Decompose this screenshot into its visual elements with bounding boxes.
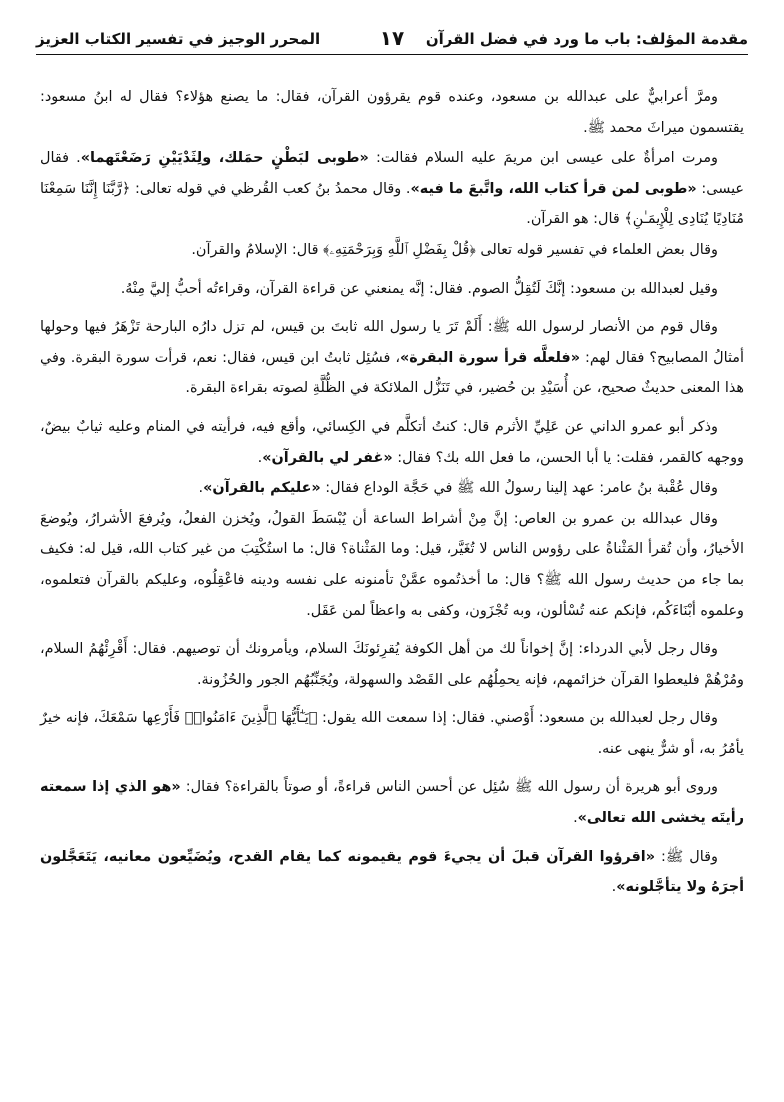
body-text <box>40 82 744 903</box>
paragraph <box>40 412 744 473</box>
paragraph <box>40 473 744 504</box>
text-run: وروى أبو هريرة أن رسول الله ﷺ سُئِل عن أحسن الناس قراءةً، أو صوتاً بالقراءة؟ فقال: <box>180 779 718 796</box>
paragraph <box>40 842 744 903</box>
paragraph <box>40 703 744 764</box>
chapter-title: مقدمة المؤلف: باب ما ورد في فضل القرآن <box>425 30 748 48</box>
text-run: . فقال عيسى: <box>40 150 744 197</box>
paragraph <box>40 312 744 404</box>
text-run: ومرَّ أعرابيٌّ على عبدالله بن مسعود، وعنده قوم يقرؤون القرآن، فقال: ما يصنع هؤلاء؟ فقال له ابنُ مسعود: يقتسمون ميراثَ محمد ﷺ. <box>40 89 744 136</box>
text-run: وقال قوم من الأنصار لرسول الله ﷺ: أَلَمْ تَرَ يا رسول الله ثابتَ بن قيس، لم تزل دارُه البارحة تَزْهَرُ فيها وحولها أمثالُ المصابيح؟ فقال لهم: <box>40 319 744 366</box>
text-run: . وقال محمدُ بنُ كعب القُرظي في قوله تعالى: ﴿رَّبَّنَا إِنَّنَا سَمِعْنَا مُنَادِيًا يُنَادِى لِلْإِيمَـٰنِ﴾ قال: هو القرآن. <box>40 180 744 228</box>
text-run: وذكر أبو عمرو الداني عن عَلِيِّ الأثرم قال: كنتُ أتكلَّم في الكِسائي، وأقع فيه، فرأيته في المنام وعليه ثيابٌ بيضٌ، ووجهه كالقمر، فقلت: يا أبا الحسن، ما فعل الله بك؟ فقال: <box>40 418 744 466</box>
paragraph <box>40 82 744 143</box>
text-run: ، فسُئِل ثابتُ ابن قيس، فقال: نعم، قرأت سورة البقرة. وفي هذا المعنى حديثٌ صحيح، عن أُسَيْدِ بن حُضير، في تَنَزُّل الملائكة في الظُّلَّةِ لصوته بقراءة البقرة. <box>40 349 744 397</box>
text-run: . <box>573 810 578 827</box>
text-run: . <box>257 449 263 466</box>
text-run: . <box>611 879 617 896</box>
bold-quote: «عليكم بالقرآن» <box>203 480 321 497</box>
paragraph <box>40 143 744 235</box>
text-run: وقال عبدالله بن عمرو بن العاص: إنَّ مِنْ أشراط الساعة أن يُبْسَطَ القولُ، ويُخزن الفعلُ، ويُرفعَ الأشرارُ، ويُوضعَ الأخيارُ، وأن تُقرأ المَثْناةُ على رؤوس الناس لا تُغَيَّر، قيل: وما المَثْناة؟ قال: ما استُكْتِبَ من غير كتاب الله، قيل له: فكيف بما جاء من حديث رسول الله ﷺ؟ قال: ما أخذتُموه عمَّنْ تأمنونه على نفسه ودينه فاعْقِلُوه، وعليكم بالقرآن فتعلموه، وعلموه أبْنَاءَكُم، فإنكم عنه تُسْألون، وبه تُجْزَون، وكفى به واعظاً لمن عَقَل. <box>40 510 744 619</box>
text-run: . <box>198 480 204 497</box>
text-run: وقال رجل لأبي الدرداء: إنَّ إخواناً لك من أهل الكوفة يُقرِئونَكَ السلام، ويأمرونك أن توصيهم. فقال: أَقْرِئْهُمُ السلام، ومُرْهُمْ فليعطوا القرآن خزائمهم، فإنه يحمِلُهُم على القَصْد والسهولة، ويُجَنِّبُهُم الجور والحُزُونة. <box>40 641 744 688</box>
text-run: وقال عُقْبة بنُ عامر: عهد إلينا رسولُ الله ﷺ في حَجَّة الوداع فقال: <box>320 480 718 497</box>
text-run: وقال ﷺ: <box>655 848 718 865</box>
bold-quote: «طوبى لبَطْنٍ حمَلك، ولِثَدْيَيْنِ رَضَعْتَهما» <box>80 150 369 167</box>
running-header <box>36 22 748 55</box>
bold-quote: «طوبى لمن قرأ كتاب الله، واتَّبعَ ما فيه» <box>410 180 697 197</box>
paragraph <box>40 772 744 833</box>
paragraph <box>40 274 744 305</box>
paragraph <box>40 504 744 626</box>
book-title: المحرر الوجيز في تفسير الكتاب العزيز <box>36 30 321 48</box>
bold-quote: «فلعلَّه قرأ سورة البقرة» <box>400 349 581 366</box>
text-run: وقال رجل لعبدالله بن مسعود: أَوْصني. فقال: إذا سمعت الله يقول: ﴿يَـٰٓأَيُّهَا ٱلَّذِينَ ءَامَنُوا۟﴾ فَأَرْعِها سَمْعَكَ، فإنه خيرٌ يأمُرُ به، أو شرٌّ ينهى عنه. <box>40 710 744 757</box>
bold-quote: «غفر لي بالقرآن» <box>262 449 393 466</box>
page-number: ١٧ <box>379 26 405 50</box>
paragraph <box>40 235 744 266</box>
paragraph <box>40 634 744 695</box>
bold-quote: «اقرؤوا القرآن قبلَ أن يجيءَ قوم يقيمونه كما يقام القدح، ويُضَيِّعون معانيه، يَتَعَجَّلون أجرَهُ ولا يتأجَّلونه» <box>40 848 744 896</box>
text-run: وقال بعض العلماء في تفسير قوله تعالى ﴿قُلْ بِفَضْلِ ٱللَّهِ وَبِرَحْمَتِهِۦ﴾ قال: الإسلامُ والقرآن. <box>191 241 718 258</box>
bold-quote: «هو الذي إذا سمعته رأيتَه يخشى الله تعالى» <box>40 779 744 827</box>
text-run: وقيل لعبدالله بن مسعود: إنَّكَ لَتُقِلُّ الصوم. فقال: إنَّه يمنعني عن قراءة القرآن، وقراءتُه أحبُّ إليَّ مِنْهُ. <box>120 280 718 297</box>
text-run: ومرت امرأةٌ على عيسى ابن مريمَ عليه السلام فقالت: <box>368 150 718 167</box>
